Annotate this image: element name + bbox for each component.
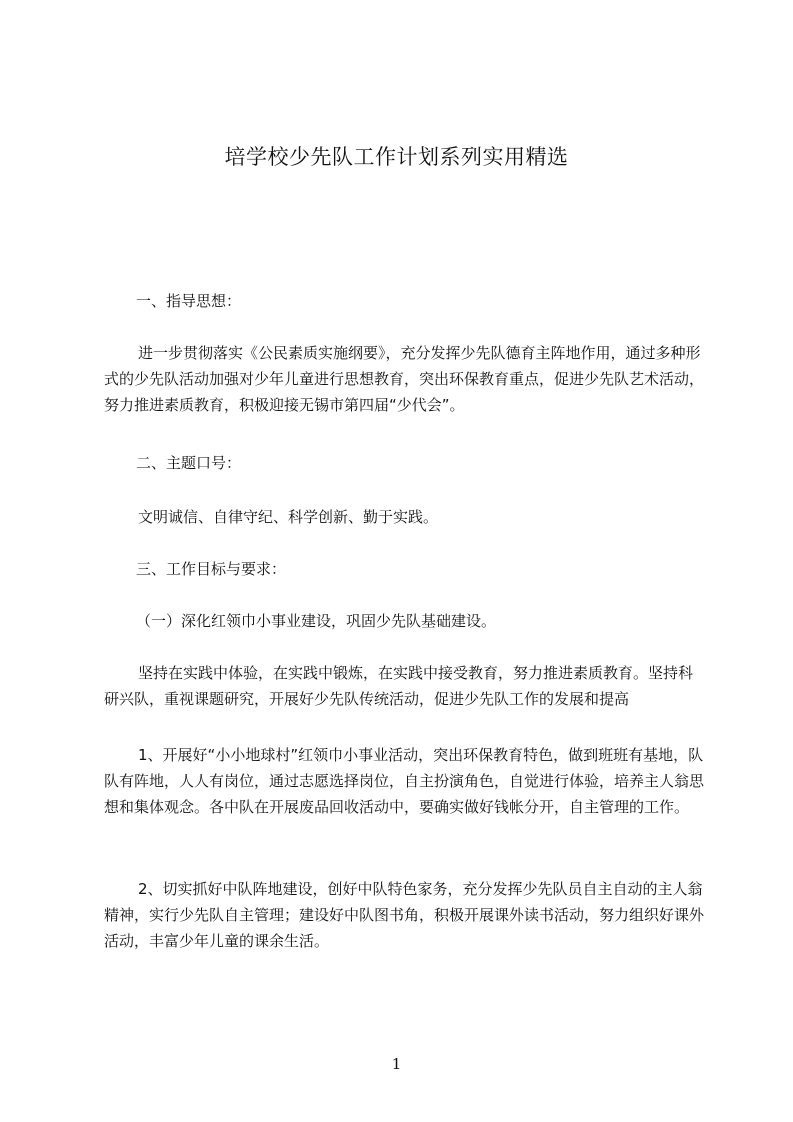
section-heading-goals: 三、工作目标与要求： <box>136 560 287 578</box>
document-title: 培学校少先队工作计划系列实用精选 <box>224 145 569 169</box>
subheading-goals-1: （一）深化红领巾小事业建设，巩固少先队基础建设。 <box>136 612 497 630</box>
list-item-1: 1、开展好“小小地球村”红领巾小事业活动，突出环保教育特色，做到班班有基地，队队有阵地，人人有岗位，通过志愿选择岗位，自主扮演角色，自觉进行体验，培养主人翁思想和集体观念。各中队在开展废品回收活动中，要确实做好钱帐分开，自主管理的工作。 <box>104 746 705 816</box>
paragraph-guiding: 进一步贯彻落实《公民素质实施纲要》，充分发挥少先队德育主阵地作用，通过多种形式的少先队活动加强对少年儿童进行思想教育，突出环保教育重点，促进少先队艺术活动，努力推进素质教育，积极迎接无锡市第四届“少代会”。 <box>104 344 705 414</box>
page-number: 1 <box>391 1055 402 1073</box>
paragraph-goals-1: 坚持在实践中体验，在实践中锻炼，在实践中接受教育，努力推进素质教育。坚持科研兴队，重视课题研究，开展好少先队传统活动，促进少先队工作的发展和提高 <box>104 664 694 708</box>
list-item-2: 2、切实抓好中队阵地建设，创好中队特色家务，充分发挥少先队员自主自动的主人翁精神，实行少先队自主管理；建设好中队图书角，积极开展课外读书活动，努力组织好课外活动，丰富少年儿童的课余生活。 <box>104 880 705 950</box>
section-heading-guiding: 一、指导思想： <box>136 292 242 310</box>
paragraph-slogan: 文明诚信、自律守纪、科学创新、勤于实践。 <box>138 508 439 526</box>
section-heading-slogan: 二、主题口号： <box>136 454 242 472</box>
